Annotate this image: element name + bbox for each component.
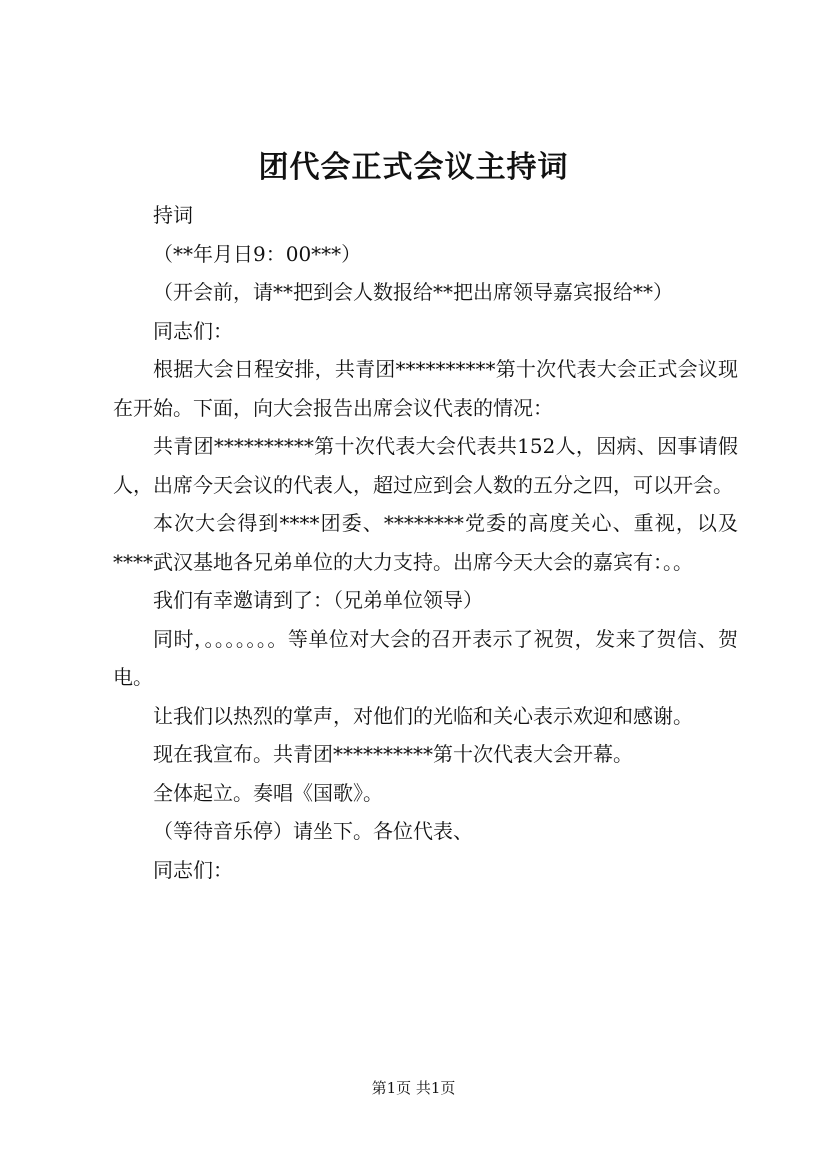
paragraph-pre-meeting-note: （开会前，请**把到会人数报给**把出席领导嘉宾报给**）	[153, 280, 673, 304]
paragraph-closing-greeting: 同志们：	[153, 857, 233, 882]
paragraph-anthem: 全体起立。奏唱《国歌》。	[153, 780, 383, 805]
paragraph-be-seated: （等待音乐停）请坐下。各位代表、	[153, 819, 473, 843]
paragraph-greeting: 同志们：	[153, 318, 233, 343]
paragraph-applause: 让我们以热烈的掌声，对他们的光临和关心表示欢迎和感谢。	[153, 703, 693, 728]
paragraph-opening-label: 持词	[153, 203, 193, 227]
paragraph-invited: 我们有幸邀请到了：（兄弟单位领导）	[153, 588, 483, 612]
document-title: 团代会正式会议主持词	[258, 150, 569, 185]
paragraph-time: （**年月日9：00***）	[153, 241, 362, 266]
paragraph-attendance: 共青团**********第十次代表大会代表共152人，因病、因事请假人，出席今天会议的代表人，超过应到会人数的五分之四，可以开会。	[113, 434, 738, 497]
paragraph-meeting-start: 根据大会日程安排，共青团**********第十次代表大会正式会议现在开始。下面，向大会报告出席会议代表的情况：	[113, 357, 738, 420]
paragraph-guests: 本次大会得到****团委、********党委的高度关心、重视，以及****武汉基地各兄弟单位的大力支持。出席今天大会的嘉宾有：。。	[113, 511, 738, 574]
document-body	[113, 196, 738, 889]
paragraph-congratulations: 同时，。。。。。。。等单位对大会的召开表示了祝贺，发来了贺信、贺电。	[113, 626, 738, 689]
paragraph-opening-declaration: 现在我宣布。共青团**********第十次代表大会开幕。	[153, 742, 633, 766]
page-number-footer: 第1页 共1页	[371, 1079, 456, 1097]
